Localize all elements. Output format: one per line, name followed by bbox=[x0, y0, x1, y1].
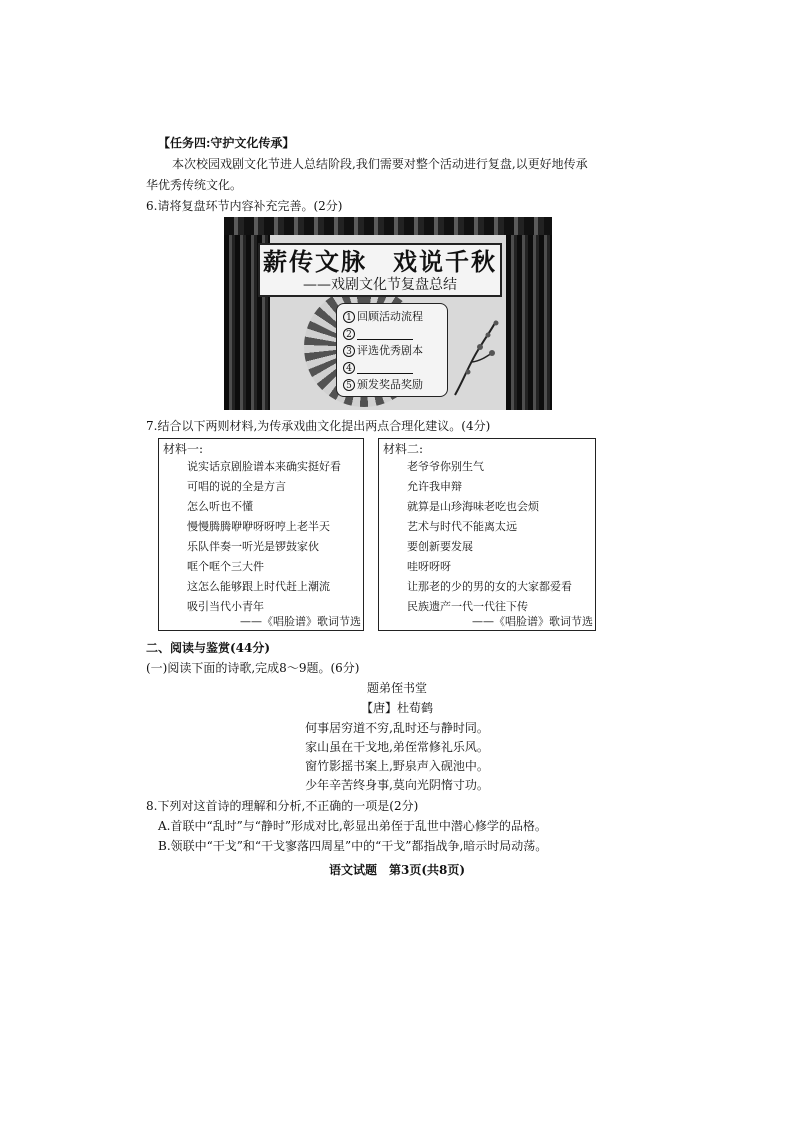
material-1-line: 这怎么能够跟上时代赶上潮流 bbox=[187, 580, 330, 593]
option-a: A.首联中“乱时”与“静时”形成对比,彰显出弟侄于乱世中潜心修学的品格。 bbox=[158, 819, 547, 833]
page-footer: 语文试题 第3页(共8页) bbox=[328, 863, 466, 877]
poster-subtitle: ——戏剧文化节复盘总结 bbox=[303, 277, 457, 293]
plum-branch-icon bbox=[450, 317, 500, 397]
question-7: 7.结合以下两则材料,为传承戏曲文化提出两点合理化建议。(4分) bbox=[146, 419, 491, 433]
review-step-4 bbox=[343, 359, 441, 376]
step-text: 回顾活动流程 bbox=[357, 310, 423, 323]
review-step-3 bbox=[343, 342, 441, 359]
review-step-5 bbox=[343, 376, 441, 393]
task4-intro-line2: 华优秀传统文化。 bbox=[146, 178, 243, 192]
step-number: 5 bbox=[343, 379, 355, 391]
material-1-line: 怎么听也不懂 bbox=[187, 500, 253, 513]
right-curtain bbox=[506, 217, 552, 410]
answer-blank-4[interactable] bbox=[357, 362, 413, 374]
step-number: 4 bbox=[343, 362, 355, 374]
review-steps-list bbox=[336, 303, 448, 397]
question-6: 6.请将复盘环节内容补充完善。(2分) bbox=[146, 199, 343, 213]
step-number: 1 bbox=[343, 311, 355, 323]
task4-intro-line1: 本次校园戏剧文化节进人总结阶段,我们需要对整个活动进行复盘,以更好地传承 bbox=[172, 157, 588, 171]
poster-title: 薪传文脉 戏说千秋 bbox=[263, 247, 497, 276]
poster-title-board bbox=[258, 243, 502, 297]
material-1-source: ——《唱脸谱》歌词节选 bbox=[240, 615, 361, 628]
material-2-source: ——《唱脸谱》歌词节选 bbox=[472, 615, 593, 628]
review-step-2 bbox=[343, 325, 441, 342]
review-poster-image bbox=[224, 217, 552, 410]
step-text: 颁发奖品奖励 bbox=[357, 378, 423, 391]
material-2-line: 允许我申辩 bbox=[407, 480, 462, 493]
material-2-line: 让那老的少的男的女的大家都爱看 bbox=[407, 580, 572, 593]
section-2-subheading: (一)阅读下面的诗歌,完成8～9题。(6分) bbox=[146, 661, 360, 675]
material-1-line: 说实话京剧脸谱本来确实挺好看 bbox=[187, 460, 341, 473]
question-8: 8.下列对这首诗的理解和分析,不正确的一项是(2分) bbox=[146, 799, 419, 813]
material-2-line: 就算是山珍海味老吃也会烦 bbox=[407, 500, 539, 513]
review-step-1 bbox=[343, 308, 441, 325]
poem-author: 【唐】杜荀鹤 bbox=[360, 701, 433, 715]
material-1-label: 材料一: bbox=[163, 442, 204, 456]
answer-blank-2[interactable] bbox=[357, 328, 413, 340]
poem-line: 家山虽在干戈地,弟侄常修礼乐风。 bbox=[305, 740, 489, 754]
material-2-line: 艺术与时代不能离太远 bbox=[407, 520, 517, 533]
option-b: B.领联中“干戈”和“干戈寥落四周星”中的“干戈”都指战争,暗示时局动荡。 bbox=[158, 839, 548, 853]
poem-line: 少年辛苦终身事,莫向光阴惰寸功。 bbox=[305, 778, 489, 792]
task4-heading: 【任务四:守护文化传承】 bbox=[158, 136, 295, 150]
section-2-heading: 二、阅读与鉴赏(44分) bbox=[146, 641, 271, 655]
material-2-box bbox=[378, 438, 596, 631]
material-2-line: 民族遗产一代一代往下传 bbox=[407, 600, 528, 613]
poem-line: 窗竹影摇书案上,野泉声入砚池中。 bbox=[305, 759, 489, 773]
material-1-line: 可唱的说的全是方言 bbox=[187, 480, 286, 493]
material-1-line: 哐个哐个三大件 bbox=[187, 560, 264, 573]
poem-line: 何事居穷道不穷,乱时还与静时同。 bbox=[305, 721, 489, 735]
step-number: 3 bbox=[343, 345, 355, 357]
material-2-label: 材料二: bbox=[383, 442, 424, 456]
material-1-line: 乐队伴奏一听光是锣鼓家伙 bbox=[187, 540, 319, 553]
step-number: 2 bbox=[343, 328, 355, 340]
material-2-line: 要创新要发展 bbox=[407, 540, 473, 553]
material-1-box bbox=[158, 438, 364, 631]
stage-valance bbox=[224, 217, 552, 235]
material-1-line: 慢慢腾腾咿咿呀呀哼上老半天 bbox=[187, 520, 330, 533]
step-text: 评选优秀剧本 bbox=[357, 344, 423, 357]
poem-title: 题弟侄书堂 bbox=[366, 681, 427, 695]
material-2-line: 老爷爷你别生气 bbox=[407, 460, 484, 473]
material-2-line: 哇呀呀呀 bbox=[407, 560, 451, 573]
material-1-line: 吸引当代小青年 bbox=[187, 600, 264, 613]
